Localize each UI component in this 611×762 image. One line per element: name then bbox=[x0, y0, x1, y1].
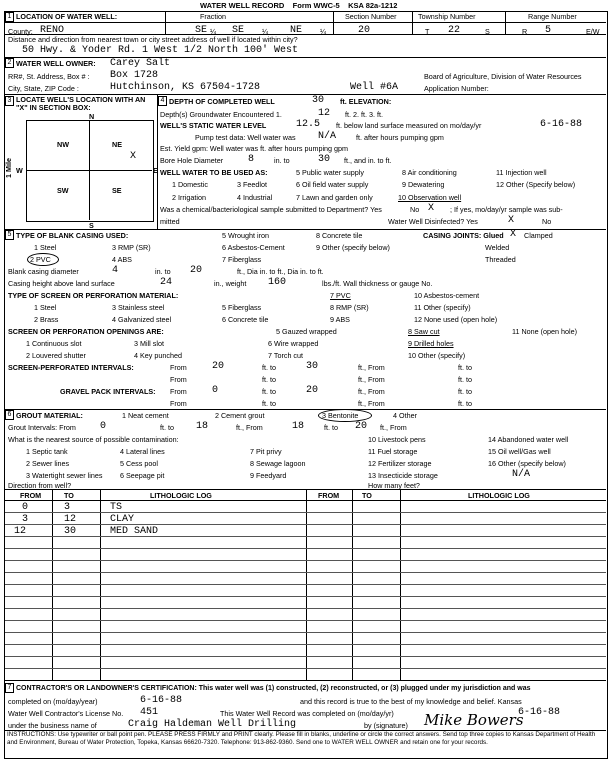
log-rule bbox=[5, 536, 606, 537]
certification-text: CONTRACTOR'S OR LANDOWNER'S CERTIFICATION: This water well was (1) constructed, (2) reconstructed, or (3) plugged under my jurisdiction and was bbox=[16, 685, 531, 692]
perforated-from: 20 bbox=[212, 361, 225, 372]
grout-to-2: 20 bbox=[355, 421, 368, 432]
fraction-2: SE bbox=[232, 25, 245, 36]
gravel-to: 20 bbox=[306, 385, 319, 396]
mile-label: 1 Mile bbox=[4, 158, 13, 178]
section-number: 1 bbox=[5, 12, 14, 22]
log-rule bbox=[5, 656, 606, 657]
contamination-na: N/A bbox=[512, 469, 531, 480]
instructions: INSTRUCTIONS: Use typewriter or ball point pen. PLEASE PRESS FIRMLY and PRINT clearly. Please fill in blanks, underline or circle the correct answers. Send top three copies to Kansas Department of Health and Environment, Bureau of Water Protection, Topeka, Kansas 66620-7320. Telephone: 913-862-9360. Send one to WATER WELL OWNER and retain one for your records. bbox=[7, 731, 596, 746]
range-number-label: Range Number bbox=[528, 12, 577, 21]
disinfected-x: X bbox=[508, 215, 515, 226]
log-rule bbox=[5, 644, 606, 645]
log-rule bbox=[5, 620, 606, 621]
range-value: 5 bbox=[545, 25, 552, 36]
owner-label: WATER WELL OWNER: bbox=[16, 59, 96, 68]
address-label: RR#, St. Address, Box # : bbox=[8, 72, 90, 81]
log-rule bbox=[5, 512, 606, 513]
application-label: Application Number: bbox=[424, 84, 489, 93]
section-box[interactable] bbox=[26, 120, 154, 222]
section-number-label: Section Number bbox=[345, 12, 397, 21]
bore-diameter: 8 bbox=[248, 154, 255, 165]
township-value: 22 bbox=[448, 25, 461, 36]
fraction-label: Fraction bbox=[200, 12, 226, 21]
log-rule bbox=[5, 632, 606, 633]
depth-value: 30 bbox=[312, 95, 325, 106]
fraction-3: NE bbox=[290, 25, 303, 36]
casing-pvc: 2 PVC bbox=[30, 255, 51, 264]
gravel-from: 0 bbox=[212, 385, 219, 396]
county-value: RENO bbox=[40, 25, 65, 36]
chem-sample-x: X bbox=[428, 203, 435, 214]
township-number-label: Township Number bbox=[418, 12, 476, 21]
well-number: Well #6A bbox=[350, 82, 399, 93]
perforated-to: 30 bbox=[306, 361, 319, 372]
business-name: Craig Haldeman Well Drilling bbox=[128, 719, 297, 730]
well-location-x: X bbox=[130, 151, 137, 162]
grout-from-2: 18 bbox=[292, 421, 305, 432]
static-level: 12.5 bbox=[296, 119, 321, 130]
grout-to: 18 bbox=[196, 421, 209, 432]
use-observation-well: 10 Observation well bbox=[398, 193, 462, 202]
distance-value: 50 Hwy. & Yoder Rd. 1 West 1/2 North 100' West bbox=[22, 45, 299, 56]
log-rule bbox=[5, 548, 606, 549]
board-label: Board of Agriculture, Division of Water Resources bbox=[424, 72, 582, 81]
bore-depth: 30 bbox=[318, 154, 331, 165]
log-rule bbox=[5, 608, 606, 609]
record-date: 6-16-88 bbox=[518, 707, 561, 718]
section-value: 20 bbox=[358, 25, 371, 36]
form-title: WATER WELL RECORD Form WWC-5 KSA 82a-1212 bbox=[200, 1, 398, 10]
grout-bentonite: 3 Bentonite bbox=[322, 411, 359, 420]
casing-depth: 20 bbox=[190, 265, 203, 276]
grout-from: 0 bbox=[100, 421, 107, 432]
city-label: City, State, ZIP Code : bbox=[8, 84, 79, 93]
fraction-1: SE bbox=[195, 25, 208, 36]
casing-glued-x: X bbox=[510, 229, 517, 240]
groundwater-1: 12 bbox=[318, 108, 331, 119]
city-value: Hutchinson, KS 67504-1728 bbox=[110, 82, 261, 93]
casing-weight: 160 bbox=[268, 277, 287, 288]
log-rule bbox=[5, 584, 606, 585]
log-rule bbox=[5, 560, 606, 561]
location-label: LOCATION OF WATER WELL: bbox=[16, 12, 118, 21]
owner-value: Carey Salt bbox=[110, 58, 171, 69]
locate-label: LOCATE WELL'S LOCATION WITH AN "X" IN SECTION BOX: bbox=[16, 95, 146, 112]
log-rule bbox=[5, 668, 606, 669]
casing-height: 24 bbox=[160, 277, 173, 288]
log-rule bbox=[5, 524, 606, 525]
log-rule bbox=[5, 572, 606, 573]
east-west: E/W bbox=[586, 27, 600, 36]
static-date: 6-16-88 bbox=[540, 119, 583, 130]
completed-date: 6-16-88 bbox=[140, 695, 183, 706]
address-value: Box 1728 bbox=[110, 70, 159, 81]
pump-value: N/A bbox=[318, 131, 337, 142]
license-number: 451 bbox=[140, 707, 159, 718]
log-rule bbox=[5, 596, 606, 597]
signature: Mike Bowers bbox=[424, 711, 524, 729]
county-label: County: bbox=[8, 27, 33, 36]
distance-label: Distance and direction from nearest town or city street address of well if located within city? bbox=[8, 35, 298, 44]
casing-diameter: 4 bbox=[112, 265, 119, 276]
